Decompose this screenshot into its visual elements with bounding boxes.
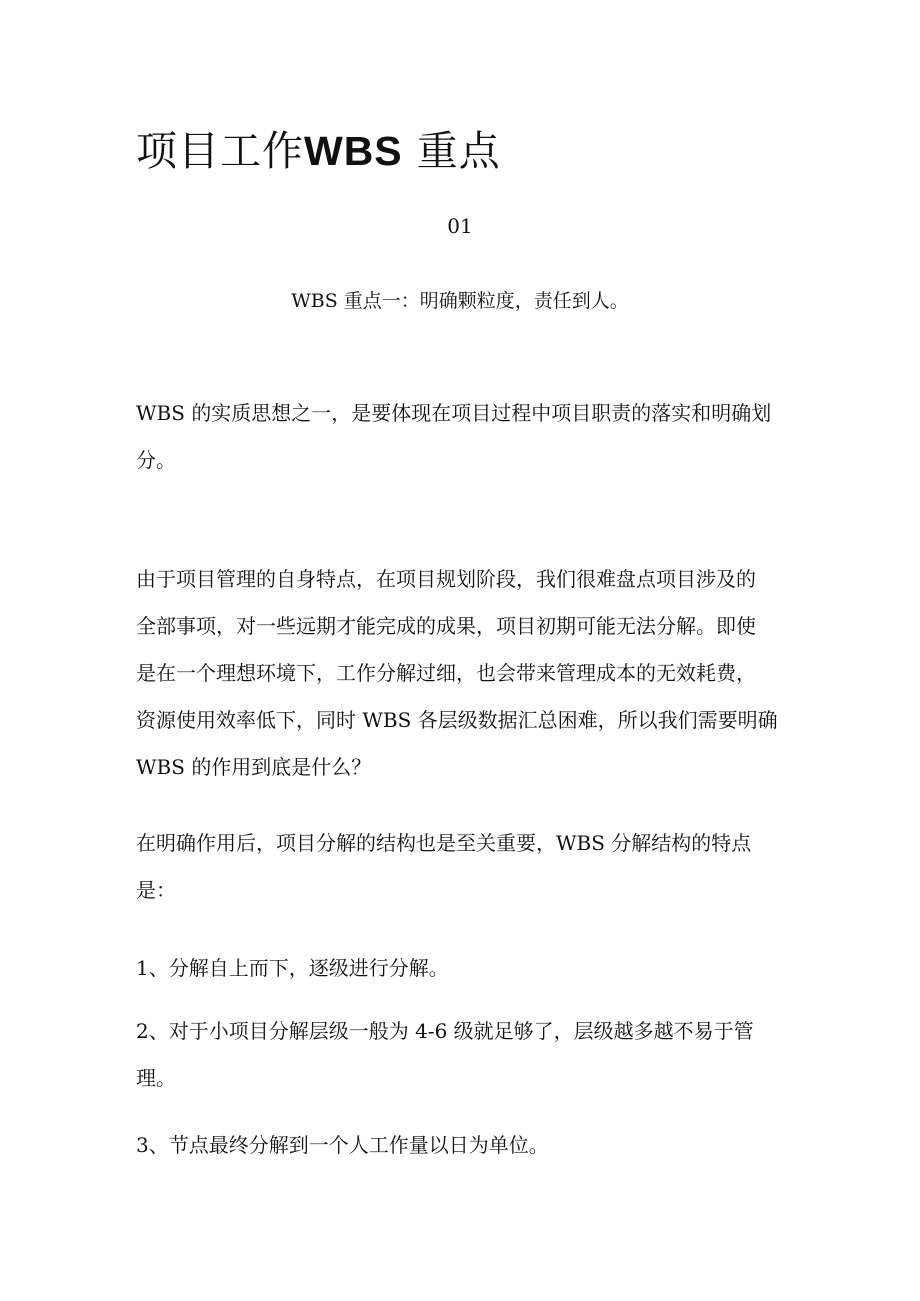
paragraph-1-line-2: 分。 [136, 448, 176, 472]
paragraph-2-line-3: 是在一个理想环境下，工作分解过细，也会带来管理成本的无效耗费， [136, 661, 756, 685]
paragraph-3-line-1: 在明确作用后，项目分解的结构也是至关重要，WBS 分解结构的特点 [136, 831, 752, 855]
list-item-2-line-1: 2、对于小项目分解层级一般为 4-6 级就足够了，层级越多越不易于管 [136, 1019, 754, 1043]
section-subtitle: WBS 重点一：明确颗粒度，责任到人。 [291, 290, 629, 312]
document-title [136, 118, 501, 177]
paragraph-2 [136, 556, 776, 791]
list-item-2-line-2: 理。 [136, 1066, 176, 1090]
title-part-1: 项目工作 [136, 127, 304, 175]
list-item-1-line-1: 1、分解自上而下，逐级进行分解。 [136, 956, 449, 980]
list-item-3-line-1: 3、节点最终分解到一个人工作量以日为单位。 [136, 1133, 549, 1157]
title-part-3: 重点 [416, 127, 501, 175]
paragraph-3-line-2: 是： [136, 878, 176, 902]
paragraph-2-line-1: 由于项目管理的自身特点，在项目规划阶段，我们很难盘点项目涉及的 [136, 567, 756, 591]
list-item-1 [136, 945, 776, 992]
paragraph-1-line-1: WBS 的实质思想之一，是要体现在项目过程中项目职责的落实和明确划 [136, 401, 772, 425]
paragraph-1 [136, 390, 776, 484]
paragraph-2-line-4: 资源使用效率低下，同时 WBS 各层级数据汇总困难，所以我们需要明确 [136, 708, 778, 732]
section-number: 01 [447, 214, 473, 238]
paragraph-2-line-2: 全部事项，对一些远期才能完成的成果，项目初期可能无法分解。即使 [136, 614, 756, 638]
list-item-3 [136, 1122, 776, 1169]
paragraph-3 [136, 820, 776, 914]
list-item-2 [136, 1008, 776, 1102]
title-part-2: WBS [304, 128, 403, 174]
paragraph-2-line-5: WBS 的作用到底是什么？ [136, 755, 372, 779]
